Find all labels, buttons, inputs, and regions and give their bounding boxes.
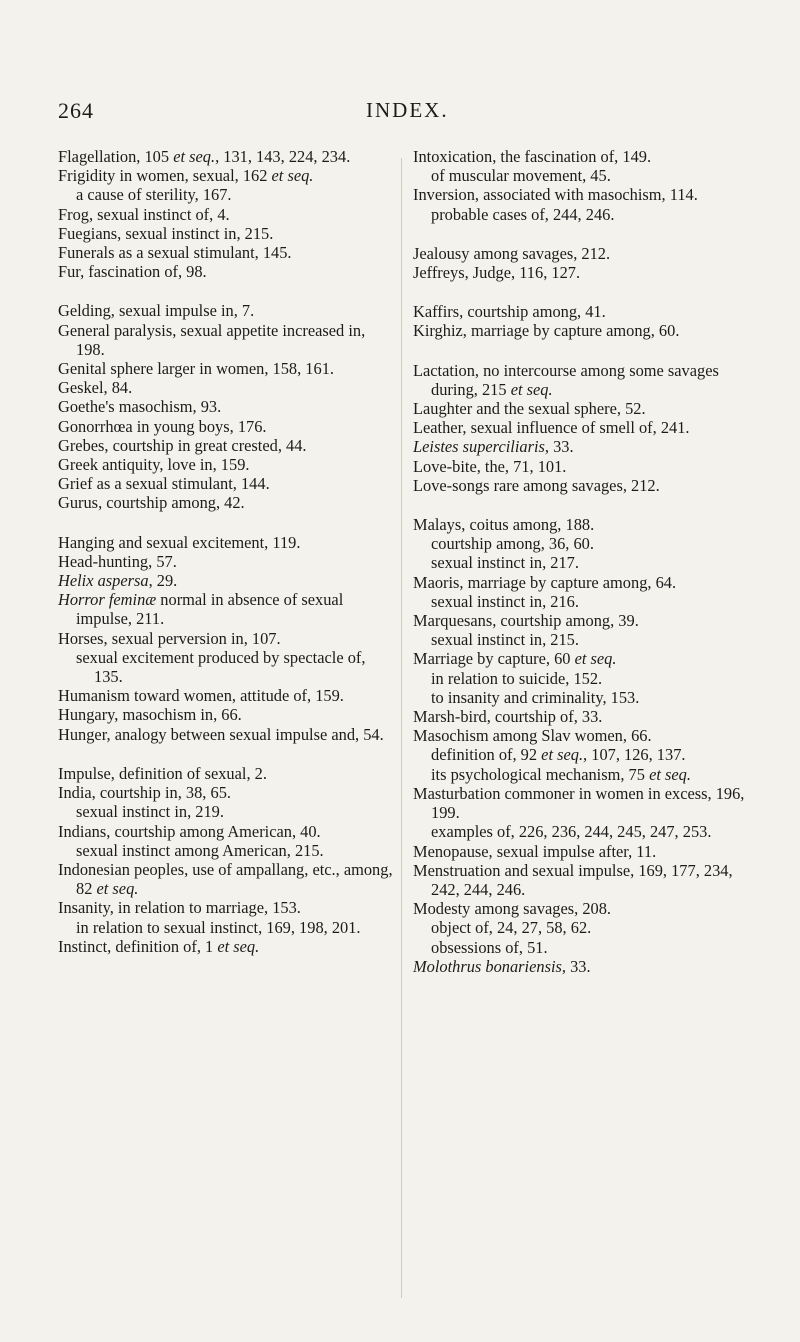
index-subentry: sexual instinct among American, 215. xyxy=(76,840,324,860)
index-entry: Jeffreys, Judge, 116, 127. xyxy=(413,263,581,283)
index-entry: Helix aspersa, 29. xyxy=(58,571,178,591)
index-entry: Marsh-bird, courtship of, 33. xyxy=(413,707,603,727)
index-subentry: sexual instinct in, 219. xyxy=(76,802,224,822)
index-subentry: definition of, 92 et seq., 107, 126, 137. xyxy=(431,745,686,765)
index-column-left xyxy=(58,147,394,956)
index-entry: Grebes, courtship in great crested, 44. xyxy=(58,435,307,455)
index-entry: Inversion, associated with masochism, 114. xyxy=(413,185,698,205)
index-entry: Hunger, analogy between sexual impulse and, 54. xyxy=(58,724,384,744)
index-entry: Instinct, definition of, 1 et seq. xyxy=(58,936,260,956)
index-column-right xyxy=(413,147,758,976)
index-entry: Gelding, sexual impulse in, 7. xyxy=(58,301,255,321)
index-entry: Genital sphere larger in women, 158, 161. xyxy=(58,359,334,379)
index-subentry: in relation to suicide, 152. xyxy=(431,668,603,688)
index-entry: Indians, courtship among American, 40. xyxy=(58,821,321,841)
index-entry: Menstruation and sexual impulse, 169, 177, 234, 242, 244, 246. xyxy=(413,860,733,899)
index-entry: Geskel, 84. xyxy=(58,378,133,398)
index-subentry: object of, 24, 27, 58, 62. xyxy=(431,918,592,938)
index-entry: Humanism toward women, attitude of, 159. xyxy=(58,686,344,706)
index-subentry: of muscular movement, 45. xyxy=(431,166,611,186)
index-entry: Greek antiquity, love in, 159. xyxy=(58,455,250,475)
index-subentry: sexual instinct in, 217. xyxy=(431,553,579,573)
letter-group-gap xyxy=(413,282,758,302)
index-entry: India, courtship in, 38, 65. xyxy=(58,783,231,803)
index-entry: Gurus, courtship among, 42. xyxy=(58,493,245,513)
letter-group-gap xyxy=(413,224,758,244)
index-entry: Malays, coitus among, 188. xyxy=(413,515,595,535)
index-entry: Frog, sexual instinct of, 4. xyxy=(58,204,230,224)
index-entry: Horror feminæ normal in absence of sexual impulse, 211. xyxy=(58,590,344,629)
page-header xyxy=(0,98,800,128)
index-subentry: probable cases of, 244, 246. xyxy=(431,204,615,224)
index-subentry: obsessions of, 51. xyxy=(431,937,548,957)
page-number: 264 xyxy=(58,98,94,123)
index-entry: Horses, sexual perversion in, 107. xyxy=(58,628,281,648)
index-entry: Insanity, in relation to marriage, 153. xyxy=(58,898,301,918)
index-entry: General paralysis, sexual appetite increased in, 198. xyxy=(58,320,366,359)
index-subentry: sexual instinct in, 216. xyxy=(431,591,579,611)
index-entry: Kaffirs, courtship among, 41. xyxy=(413,302,606,322)
index-subentry: sexual excitement produced by spectacle of, 135. xyxy=(76,647,366,687)
index-entry: Funerals as a sexual stimulant, 145. xyxy=(58,243,292,263)
index-subentry: to insanity and criminality, 153. xyxy=(431,687,640,707)
index-entry: Leather, sexual influence of smell of, 241. xyxy=(413,418,690,438)
index-entry: Jealousy among savages, 212. xyxy=(413,243,611,263)
index-entry: Frigidity in women, sexual, 162 et seq. xyxy=(58,166,314,186)
letter-group-gap xyxy=(413,495,758,515)
index-entry: Fur, fascination of, 98. xyxy=(58,262,207,282)
index-subentry: sexual instinct in, 215. xyxy=(431,630,579,650)
index-entry: Goethe's masochism, 93. xyxy=(58,397,222,417)
index-subentry: its psychological mechanism, 75 et seq. xyxy=(431,764,691,784)
running-head: INDEX. xyxy=(366,98,449,122)
index-subentry: examples of, 226, 236, 244, 245, 247, 253. xyxy=(431,822,712,842)
column-divider xyxy=(401,158,402,1298)
index-entry: Molothrus bonariensis, 33. xyxy=(413,956,591,976)
index-entry: Marriage by capture, 60 et seq. xyxy=(413,649,617,669)
letter-group-gap xyxy=(58,513,394,533)
index-entry: Kirghiz, marriage by capture among, 60. xyxy=(413,321,680,341)
letter-group-gap xyxy=(413,341,758,361)
index-entry: Maoris, marriage by capture among, 64. xyxy=(413,572,677,592)
index-entry: Hanging and sexual excitement, 119. xyxy=(58,532,301,552)
index-entry: Marquesans, courtship among, 39. xyxy=(413,611,639,631)
index-entry: Lactation, no intercourse among some savages during, 215 et seq. xyxy=(413,360,719,399)
index-entry: Intoxication, the fascination of, 149. xyxy=(413,147,652,166)
index-entry: Masochism among Slav women, 66. xyxy=(413,726,652,746)
index-entry: Impulse, definition of sexual, 2. xyxy=(58,763,267,783)
index-entry: Indonesian peoples, use of ampallang, etc., among, 82 et seq. xyxy=(58,859,393,899)
index-entry: Menopause, sexual impulse after, 11. xyxy=(413,841,657,861)
index-entry: Gonorrhœa in young boys, 176. xyxy=(58,416,267,436)
index-entry: Fuegians, sexual instinct in, 215. xyxy=(58,223,274,243)
index-entry: Laughter and the sexual sphere, 52. xyxy=(413,399,646,419)
index-entry: Leistes superciliaris, 33. xyxy=(413,437,574,457)
index-subentry: courtship among, 36, 60. xyxy=(431,534,594,554)
index-entry: Love-songs rare among savages, 212. xyxy=(413,475,660,495)
index-entry: Flagellation, 105 et seq., 131, 143, 224, 234. xyxy=(58,147,351,166)
index-entry: Masturbation commoner in women in excess, 196, 199. xyxy=(413,783,745,823)
index-entry: Head-hunting, 57. xyxy=(58,551,177,571)
index-entry: Hungary, masochism in, 66. xyxy=(58,705,242,725)
index-subentry: in relation to sexual instinct, 169, 198, 201. xyxy=(76,917,361,937)
index-entry: Modesty among savages, 208. xyxy=(413,899,612,919)
letter-group-gap xyxy=(58,281,394,301)
index-subentry: a cause of sterility, 167. xyxy=(76,185,232,205)
index-entry: Love-bite, the, 71, 101. xyxy=(413,456,567,476)
letter-group-gap xyxy=(58,744,394,764)
index-entry: Grief as a sexual stimulant, 144. xyxy=(58,474,270,494)
